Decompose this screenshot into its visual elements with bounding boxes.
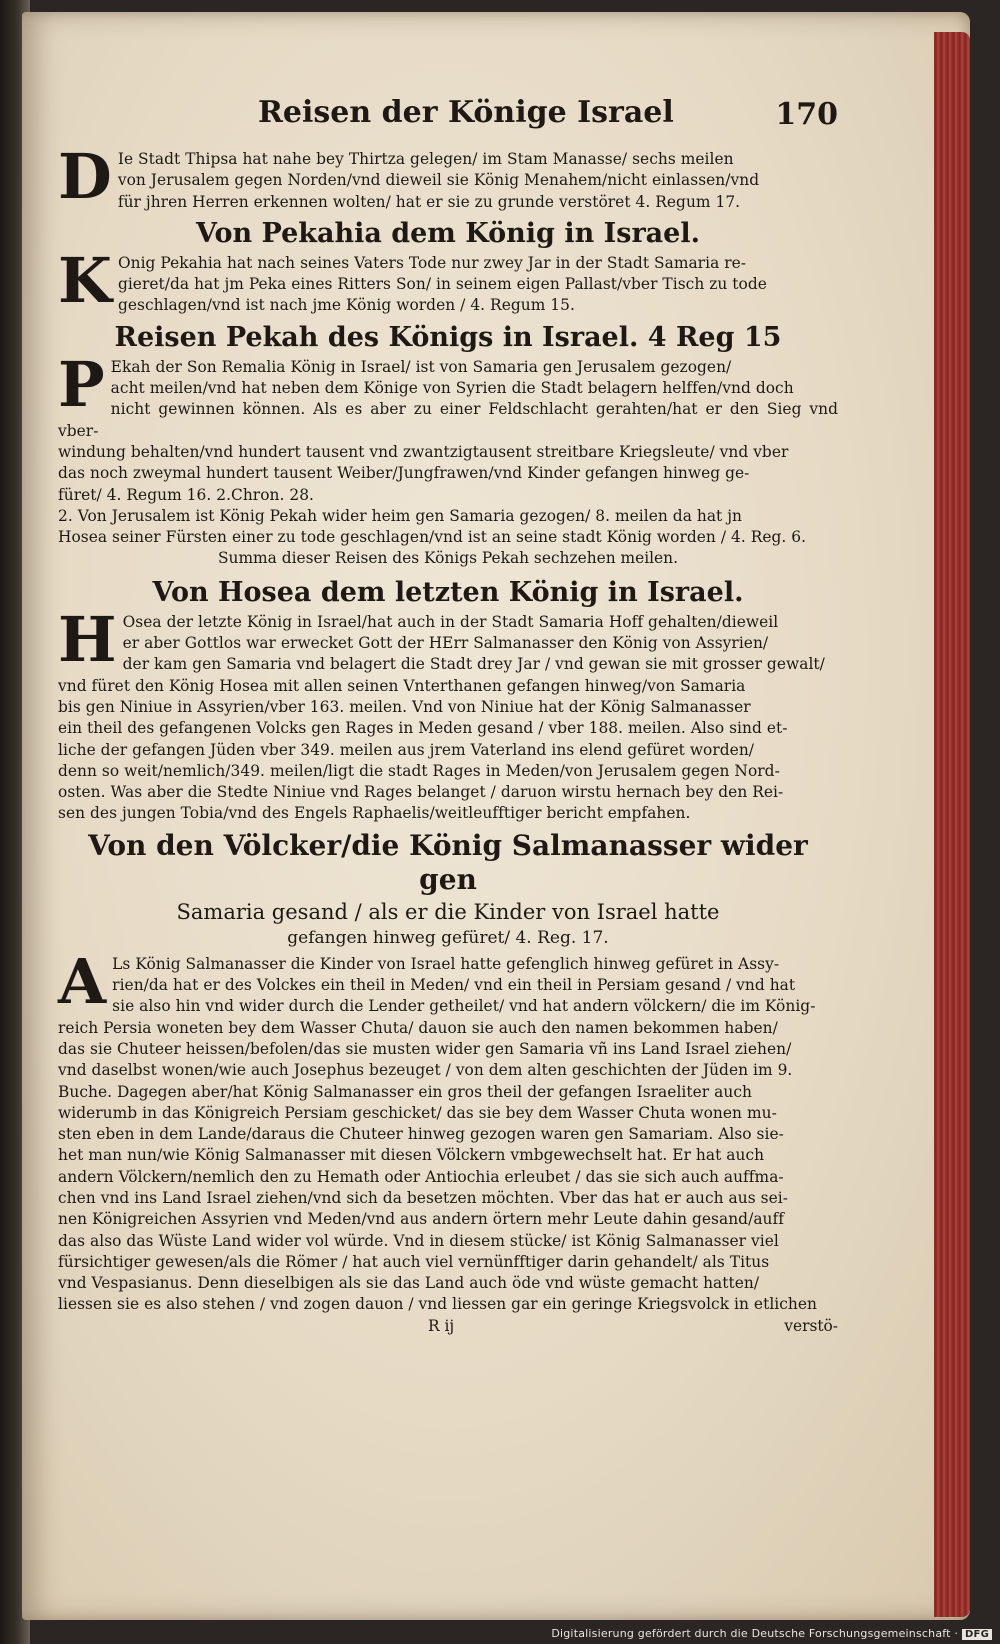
text-line: bis gen Niniue in Assyrien/vber 163. meilen. Vnd von Niniue hat der König Salmanasser — [58, 697, 751, 716]
text-line: liche der gefangen Jüden vber 349. meilen aus jrem Vaterland ins elend gefüret worden/ — [58, 740, 755, 759]
sections — [58, 140, 838, 825]
section-heading: Von Pekahia dem König in Israel. — [196, 217, 700, 249]
dfg-footer-text: Digitalisierung gefördert durch die Deutsche Forschungsgemeinschaft · — [551, 1627, 959, 1640]
text-line: 2. Von Jerusalem ist König Pekah wider heim gen Samaria gezogen/ 8. meilen da hat jn — [58, 506, 743, 525]
text-line: füret/ 4. Regum 16. 2.Chron. 28. — [58, 485, 314, 504]
section-heading: Von den Völcker/die König Salmanasser wider gen — [88, 828, 808, 896]
text-line: vnd füret den König Hosea mit allen seinen Vnterthanen gefangen hinweg/von Samaria — [58, 676, 746, 695]
text-line: Ie Stadt Thipsa hat nahe bey Thirtza gelegen/ im Stam Manasse/ sechs meilen — [117, 150, 734, 168]
text-line: Onig Pekahia hat nach seines Vaters Tode nur zwey Jar in der Stadt Samaria re- — [117, 253, 747, 272]
text-line: vnd daselbst wonen/wie auch Josephus bezeuget / von dem alten geschichten der Jüden im 9. — [58, 1061, 793, 1080]
paragraph — [58, 602, 838, 825]
drop-initial: A — [58, 944, 107, 1018]
dfg-footer — [551, 1627, 992, 1640]
summa-line: Summa dieser Reisen des Königs Pekah sechzehen meilen. — [218, 549, 678, 568]
text-line: acht meilen/vnd hat neben dem Könige von Syrien die Stadt belagern helffen/vnd doch — [110, 379, 794, 398]
text-line: Osea der letzte König in Israel/hat auch in der Stadt Samaria Hoff gehalten/dieweil — [122, 612, 779, 631]
text-line: er aber Gottlos war erwecket Gott der HErr Salmanasser den König von Assyrien/ — [122, 634, 769, 653]
text-line: sten eben in dem Lande/daraus die Chuteer hinweg gezogen waren gen Samariam. Also sie- — [58, 1125, 784, 1144]
drop-initial: H — [58, 602, 117, 676]
drop-initial: P — [58, 347, 105, 421]
text-line: fürsichtiger gewesen/als die Römer / hat auch viel vernünfftiger darin gehandelt/ als Titus — [58, 1252, 770, 1271]
text-line: liessen sie es also stehen / vnd zogen dauon / vnd liessen gar ein geringe Kriegsvolck in etlichen — [58, 1295, 818, 1314]
text-line: nen Königreichen Assyrien vnd Meden/vnd aus andern örtern mehr Leute dahin gesand/auff — [58, 1210, 785, 1229]
signature-mark: R ij — [428, 1316, 455, 1335]
text-line: Ekah der Son Remalia König in Israel/ ist von Samaria gen Jerusalem gezogen/ — [110, 357, 732, 376]
paragraph — [58, 944, 838, 1316]
section-heading: Von Hosea dem letzten König in Israel. — [152, 576, 744, 608]
text-line: gieret/da hat jm Peka eines Ritters Son/ in seinem eigen Pallast/vber Tisch zu tode — [117, 275, 767, 294]
text-line: geschlagen/vnd ist nach jme König worden / 4. Regum 15. — [117, 296, 575, 315]
text-line: het man nun/wie König Salmanasser mit diesen Völckern vmbgewechselt hat. Er hat auch — [58, 1146, 765, 1165]
page-fore-edge — [934, 32, 970, 1617]
paragraph-lines — [58, 944, 838, 1316]
text-line: nicht gewinnen können. Als es aber zu einer Feldschlacht gerahten/hat er den Sieg vnd vber- — [58, 400, 838, 440]
text-line: Ls König Salmanasser die Kinder von Israel hatte gefenglich hinweg gefüret in Assy- — [112, 954, 780, 973]
text-line: denn so weit/nemlich/349. meilen/ligt die stadt Rages in Meden/von Jerusalem gegen Nord- — [58, 761, 780, 780]
dfg-logo: DFG — [962, 1629, 992, 1640]
text-line: sen des jungen Tobia/vnd des Engels Raphaelis/weitleufftiger bericht empfahen. — [58, 804, 691, 823]
running-head — [58, 95, 838, 149]
text-line: von Jerusalem gegen Norden/vnd dieweil sie König Menahem/nicht einlassen/vnd — [117, 171, 760, 190]
text-line: Buche. Dagegen aber/hat König Salmanasser ein gros theil der gefangen Israeliter auch — [58, 1082, 752, 1101]
paragraph — [58, 243, 838, 317]
text-line: andern Völckern/nemlich den zu Hemath oder Antiochia erleubet / das sie sich auch auffma- — [58, 1167, 784, 1186]
text-line: reich Persia woneten bey dem Wasser Chuta/ dauon sie auch den namen bekommen haben/ — [58, 1018, 778, 1037]
text-line: ein theil des gefangenen Volcks gen Rages in Meden gesand / vber 188. meilen. Also sind et- — [58, 719, 788, 738]
text-line: chen vnd ins Land Israel ziehen/vnd sich da besetzen möchten. Vber das hat er auch aus sei- — [58, 1188, 788, 1207]
text-line: das noch zweymal hundert tausent Weiber/Jungfrawen/vnd Kinder gefangen hinweg ge- — [58, 464, 750, 483]
text-line: das sie Chuteer heissen/befolen/das sie musten wider gen Samaria vñ ins Land Israel ziehen/ — [58, 1039, 792, 1058]
text-line: widerumb in das Königreich Persiam geschicket/ das sie bey dem Wasser Chuta wonen mu- — [58, 1103, 777, 1122]
text-line: das also das Wüste Land wider vol würde. Vnd in diesem stücke/ ist König Salmanasser viel — [58, 1231, 779, 1250]
page-number: 170 — [775, 97, 838, 132]
text-line: sie also hin vnd wider durch die Lender getheilet/ vnd hat andern völckern/ die im König- — [112, 997, 816, 1016]
drop-initial: D — [58, 140, 112, 213]
text-line: vnd Vespasianus. Denn dieselbigen als sie das Land auch öde vnd wüste gemacht hatten/ — [58, 1274, 760, 1293]
text-line: osten. Was aber die Stedte Niniue vnd Rages belanget / daruon wirstu hernach bey den Rei- — [58, 783, 784, 802]
text-line: Hosea seiner Fürsten einer zu tode geschlagen/vnd ist an seine stadt König worden / 4. Reg. 6. — [58, 528, 807, 547]
running-head-title: Reisen der Könige Israel — [258, 95, 674, 130]
catchword: verstö- — [784, 1316, 838, 1335]
page-foot — [58, 1316, 838, 1338]
section-subheading: Samaria gesand / als er die Kinder von Israel hatte — [176, 899, 720, 924]
paragraph — [58, 140, 838, 213]
text-line: rien/da hat er des Volckes ein theil in Meden/ vnd ein theil in Persiam gesand / vnd hat — [112, 976, 796, 995]
text-line: windung behalten/vnd hundert tausent vnd zwantzigtausent streitbare Kriegsleute/ vnd vber — [58, 442, 789, 461]
section-heading: Reisen Pekah des Königs in Israel. 4 Reg 15 — [114, 321, 782, 353]
paragraph — [58, 347, 838, 549]
section-subheading-small: gefangen hinweg gefüret/ 4. Reg. 17. — [287, 927, 609, 948]
page-text — [58, 95, 838, 1338]
text-line: der kam gen Samaria vnd belagert die Stadt drey Jar / vnd gewan sie mit grosser gewalt/ — [122, 655, 825, 674]
drop-initial: K — [58, 243, 112, 317]
text-line: für jhren Herren erkennen wolten/ hat er sie zu grunde verstöret 4. Regum 17. — [117, 192, 741, 211]
